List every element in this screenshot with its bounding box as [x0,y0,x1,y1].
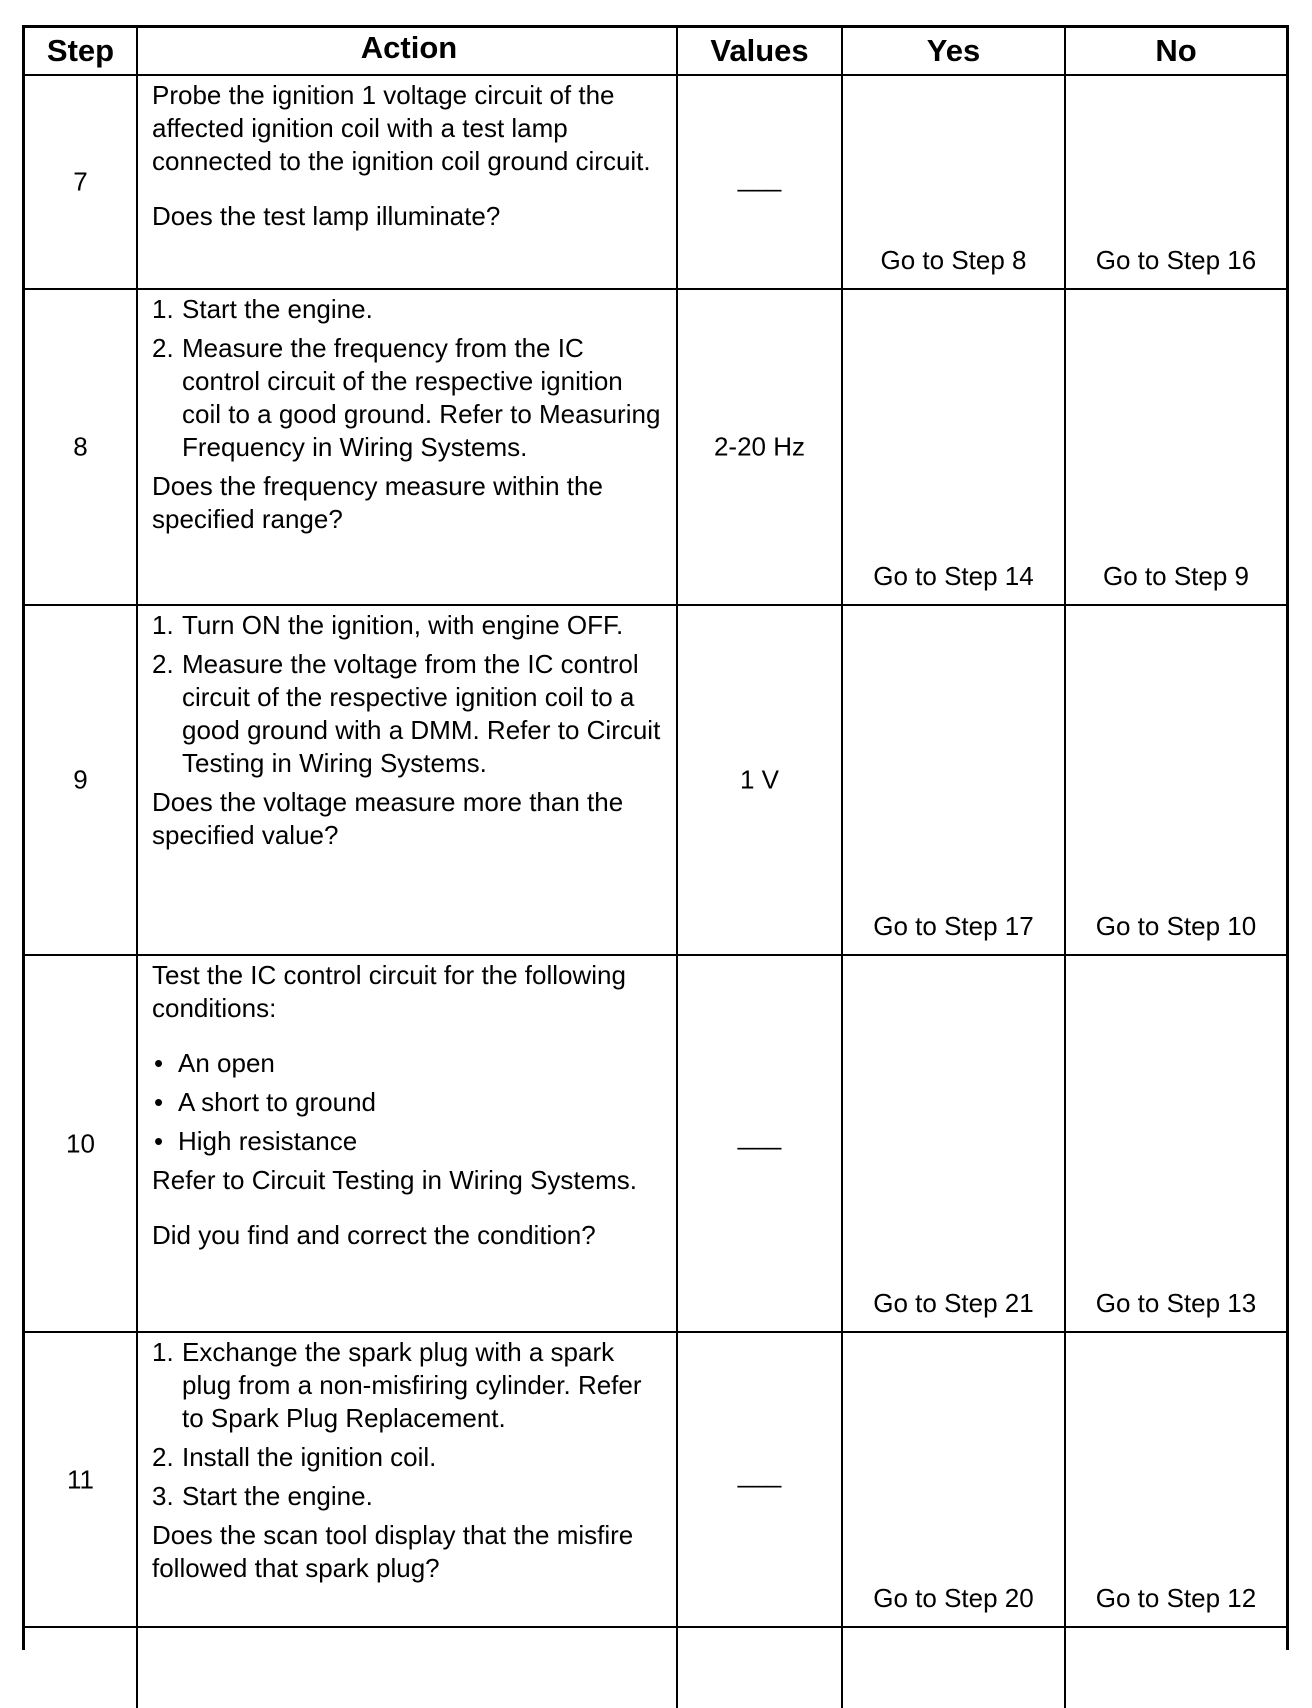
values-cell [678,76,843,288]
yes-goto: Go to Step 14 [873,561,1034,591]
table-row-cut-off [25,1628,1286,1708]
yes-cell [843,76,1066,288]
item-number: 2. [152,1442,174,1472]
bullet-icon: • [154,1087,164,1117]
step-number: 11 [67,1464,94,1494]
no-goto: Go to Step 12 [1095,1583,1257,1613]
values-cell [678,1628,843,1708]
no-cell [1066,290,1286,604]
values-cell [678,290,843,604]
item-text: Exchange the spark plug with a spark plug from a non-misfiring cylinder. Refer to Spark Plug Replacement. [182,1337,642,1433]
item-text: Install the ignition coil. [182,1442,437,1472]
action-cell [138,956,678,1331]
yes-cell [843,956,1066,1331]
no-goto: Go to Step 9 [1103,561,1249,591]
yes-cell [843,290,1066,604]
yes-cell [843,1628,1066,1708]
item-text: An open [178,1048,275,1078]
yes-goto: Go to Step 20 [873,1583,1034,1613]
list-item [152,293,666,326]
step-number: 7 [73,166,88,197]
action-text: Probe the ignition 1 voltage circuit of the affected ignition coil with a test lamp connected to the ignition coil ground circuit. [152,80,651,176]
table-row-step-9 [25,606,1286,956]
values-cell [678,956,843,1331]
yes-cell [843,1333,1066,1626]
item-number: 2. [152,649,174,679]
yes-goto: Go to Step 8 [880,245,1027,275]
bullet-icon: • [154,1048,164,1078]
list-item [152,1441,666,1474]
yes-goto: Go to Step 17 [873,911,1034,941]
no-goto: Go to Step 10 [1095,911,1257,941]
header-action: Action [138,28,678,74]
item-text: Turn ON the ignition, with engine OFF. [182,610,624,640]
list-item [152,1047,666,1080]
values-cell [678,1333,843,1626]
no-cell [1066,956,1286,1331]
item-text: A short to ground [178,1087,377,1117]
table-row-step-10 [25,956,1286,1333]
value-text: ___ [737,1458,782,1489]
step-cell [25,956,138,1331]
list-item [152,648,666,780]
step-cell [25,606,138,954]
step-number: 9 [73,764,88,795]
yes-cell [843,606,1066,954]
list-item [152,1480,666,1513]
action-cell [138,606,678,954]
table-row-step-7 [25,76,1286,290]
bullet-icon: • [154,1126,164,1156]
list-item [152,609,666,642]
conditions-list [152,1047,666,1158]
step-cell [25,1333,138,1626]
header-step: Step [25,28,138,74]
item-number: 2. [152,333,174,363]
list-item [152,1086,666,1119]
action-steps-list [152,609,666,780]
step-number: 10 [66,1128,95,1158]
item-text: Measure the voltage from the IC control circuit of the respective ignition coil to a good ground with a DMM. Refer to Circuit Testing in Wiring Systems. [182,649,661,778]
diagnostic-table [22,25,1289,1650]
value-text: 2-20 Hz [713,431,806,462]
item-text: Start the engine. [182,1481,373,1511]
step-number: 8 [73,431,88,462]
header-values: Values [678,28,843,74]
no-cell [1066,606,1286,954]
action-cell [138,1333,678,1626]
action-cell [138,76,678,288]
action-text: Test the IC control circuit for the following conditions: [152,960,626,1023]
step-cell [25,1628,138,1708]
item-number: 1. [152,610,174,640]
no-goto: Go to Step 13 [1095,1288,1257,1318]
no-cell [1066,1628,1286,1708]
action-refer: Refer to Circuit Testing in Wiring Systems. [152,1165,637,1195]
yes-goto: Go to Step 21 [873,1288,1034,1318]
table-header-row [25,28,1286,76]
no-cell [1066,1333,1286,1626]
table-row-step-8 [25,290,1286,606]
item-number: 1. [152,294,174,324]
step-cell [25,290,138,604]
action-question: Does the voltage measure more than the specified value? [152,787,624,850]
values-cell [678,606,843,954]
item-text: High resistance [178,1126,358,1156]
header-no: No [1155,33,1197,68]
value-text: 1 V [739,764,780,795]
action-cell [138,290,678,604]
item-text: Start the engine. [182,294,373,324]
action-question: Does the scan tool display that the misfire followed that spark plug? [152,1520,634,1583]
header-yes: Yes [843,28,1066,74]
action-steps-list [152,1336,666,1513]
action-question: Does the frequency measure within the specified range? [152,471,603,534]
value-text: ___ [737,162,782,193]
item-number: 3. [152,1481,174,1511]
action-question: Did you find and correct the condition? [152,1220,596,1250]
action-question: Does the test lamp illuminate? [152,201,501,231]
item-text: Measure the frequency from the IC control circuit of the respective ignition coil to a good ground. Refer to Measuring Frequency in Wiring Systems. [182,333,661,462]
item-number: 1. [152,1337,174,1367]
value-text: ___ [737,1120,782,1151]
action-cell [138,1628,678,1708]
no-cell [1066,76,1286,288]
list-item [152,1336,666,1435]
no-goto: Go to Step 16 [1095,245,1257,275]
action-steps-list [152,293,666,464]
list-item [152,1125,666,1158]
list-item [152,332,666,464]
table-row-step-11 [25,1333,1286,1628]
step-cell [25,76,138,288]
